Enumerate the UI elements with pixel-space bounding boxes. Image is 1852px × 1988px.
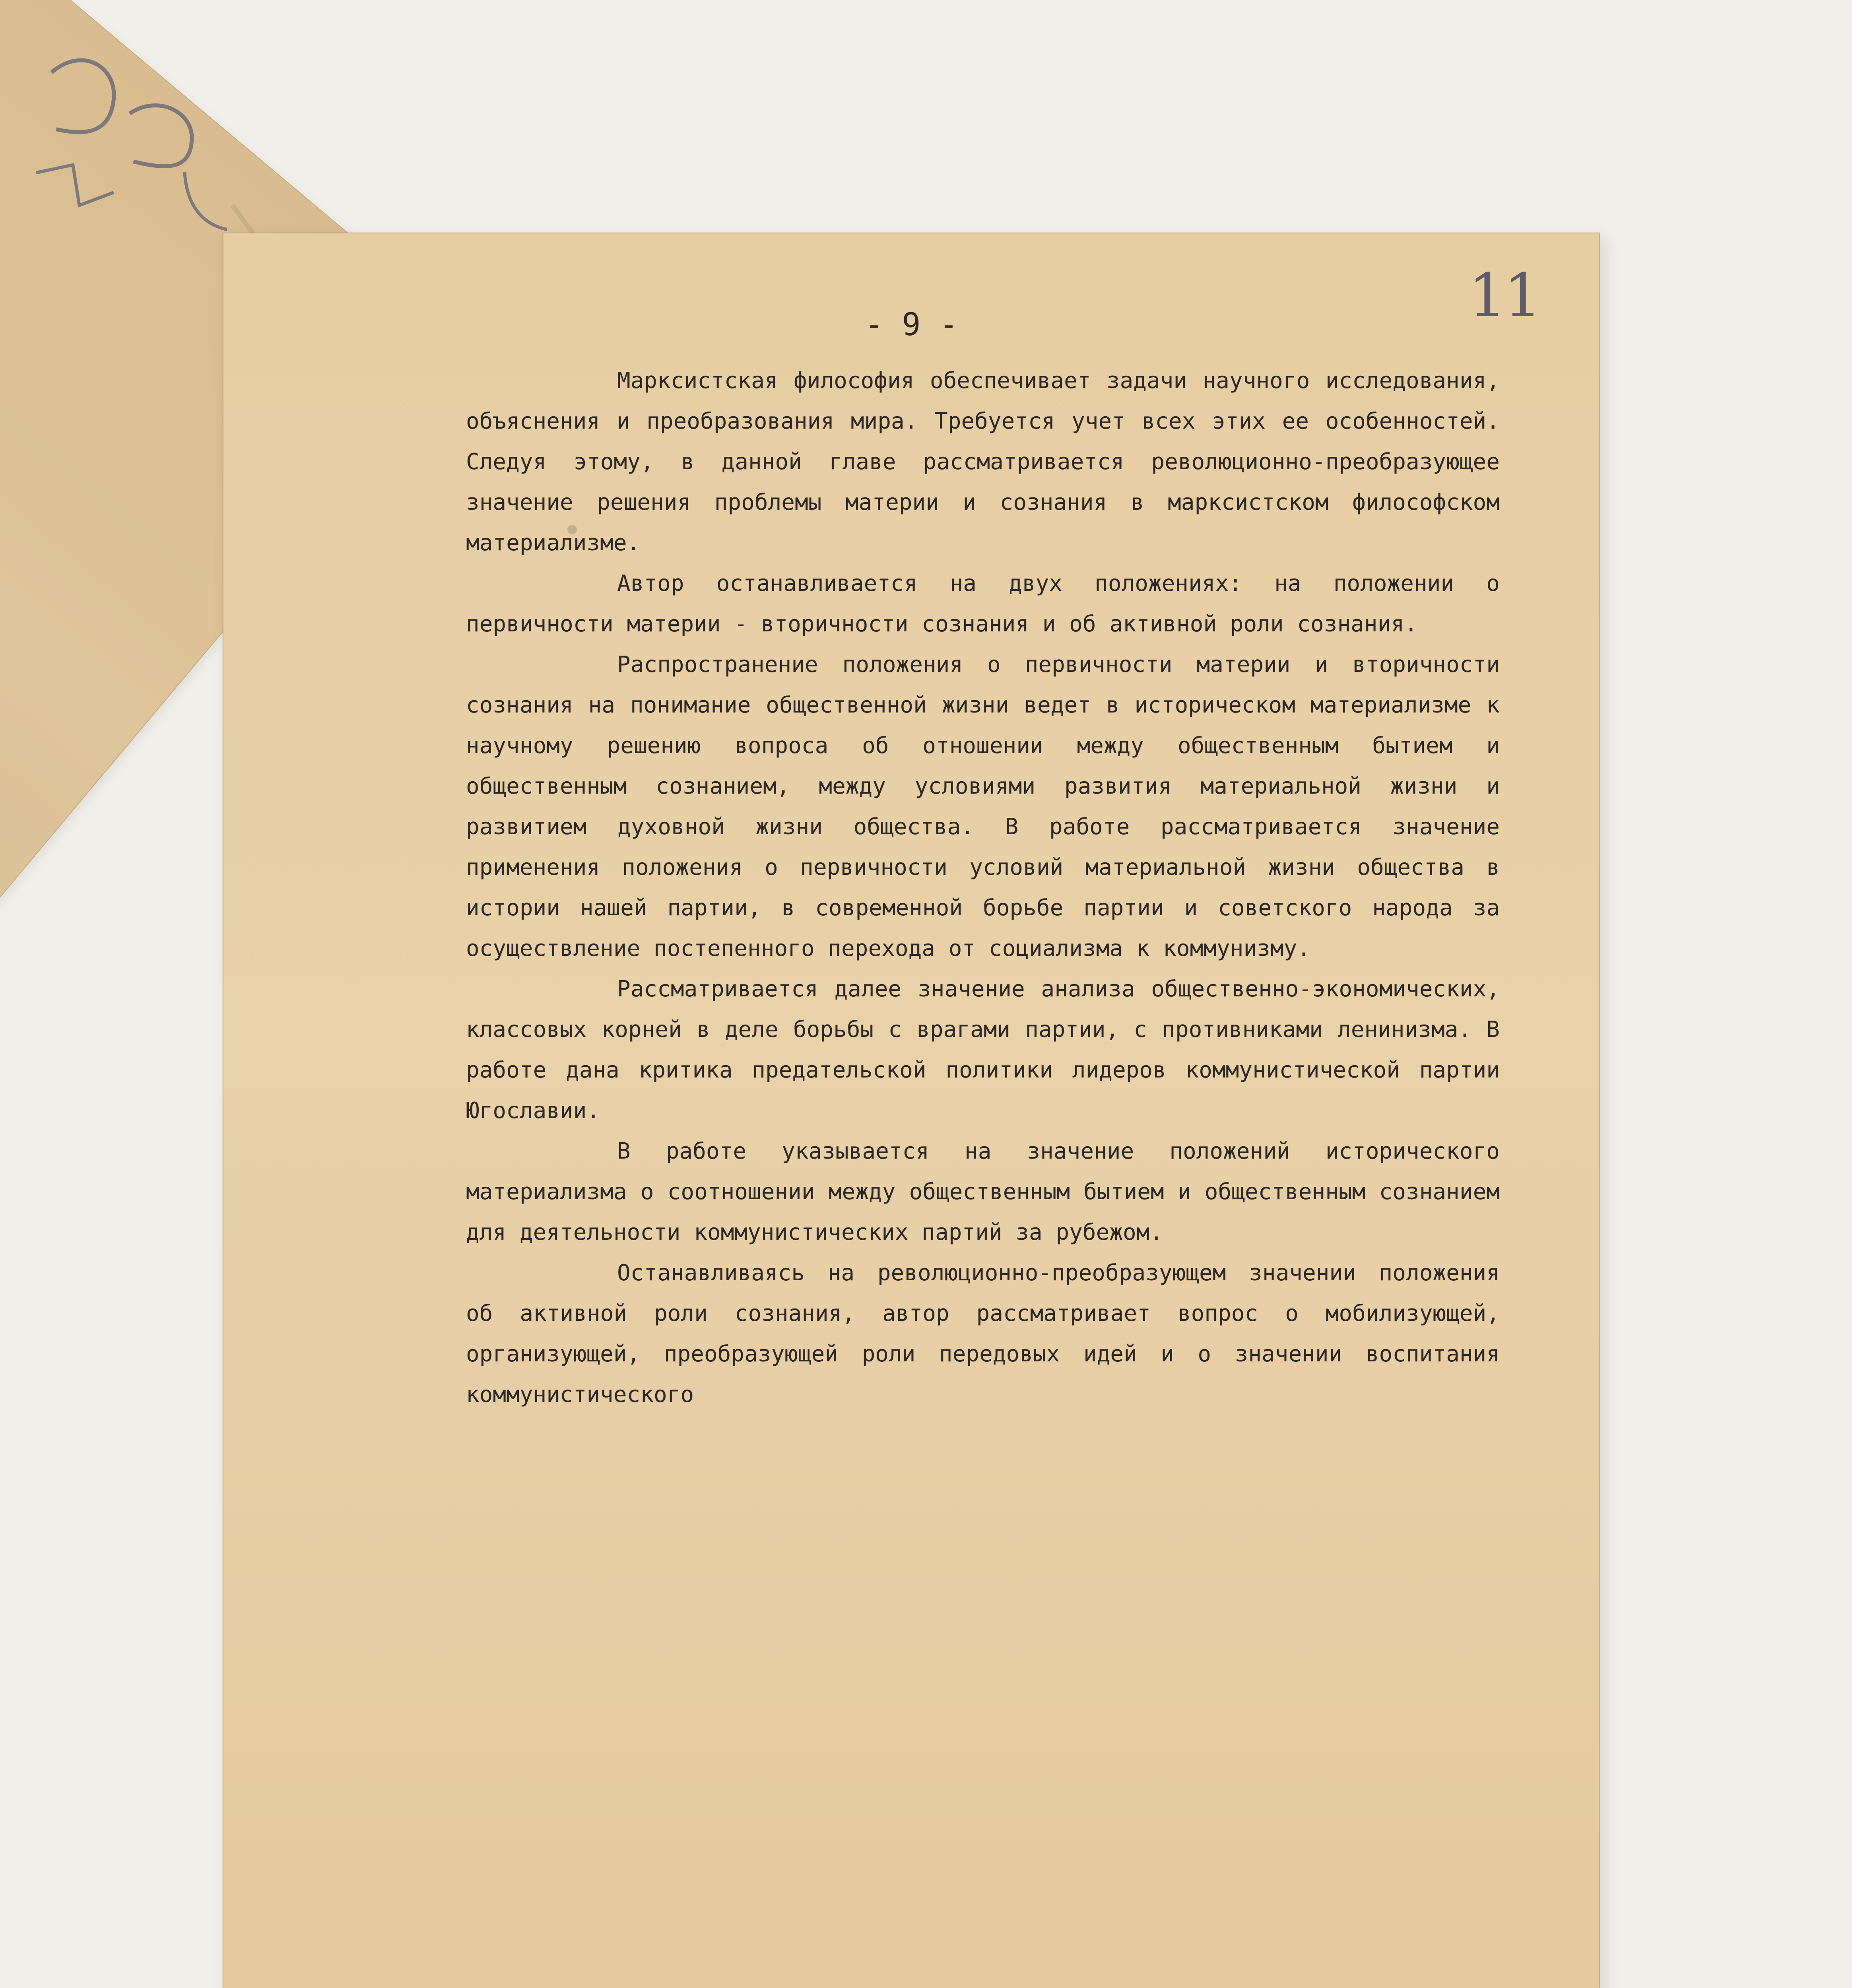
paragraph-3: Распространение положения о первичности материи и вторичности сознания на понимание общественной жизни ведет в историческом материализме к научному решению вопроса об отношении между общественным бытием и общественным сознанием, между условиями развития материальной жизни и развитием духовной жизни общества. В работе рассматривается значение применения положения о первичности условий материальной жизни общества в истории нашей партии, в современной борьбе партии и советского народа за осуществление постепенного перехода от социализма к коммунизму. xyxy=(466,652,1500,961)
archive-page-number: 11 xyxy=(1468,261,1539,330)
paragraph-5: В работе указывается на значение положений исторического материализма о соотношении между общественным бытием и общественным сознанием для деятельности коммунистических партий за рубежом. xyxy=(466,1138,1500,1245)
document-body xyxy=(466,361,1500,1415)
paragraph-2: Автор останавливается на двух положениях: на положении о первичности материи - вторичности сознания и об активной роли сознания. xyxy=(466,571,1500,637)
document-page xyxy=(223,233,1600,1988)
page-number: - 9 - xyxy=(864,307,958,343)
paragraph-4: Рассматривается далее значение анализа общественно-экономических, классовых корней в деле борьбы с врагами партии, с противниками ленинизма. В работе дана критика предательской политики лидеров коммунистической партии Югославии. xyxy=(466,976,1500,1124)
paragraph-6: Останавливаясь на революционно-преобразующем значении положения об активной роли сознания, автор рассматривает вопрос о мобилизующей, организующей, преобразующей роли передовых идей и о значении воспитания коммунистического xyxy=(466,1260,1500,1408)
paragraph-1: Марксистская философия обеспечивает задачи научного исследования, объяснения и преобразования мира. Требуется учет всех этих ее особенностей. Следуя этому, в данной главе рассматривается революционно-преобразующее значение решения проблемы материи и сознания в марксистском философском материализме. xyxy=(466,368,1500,556)
